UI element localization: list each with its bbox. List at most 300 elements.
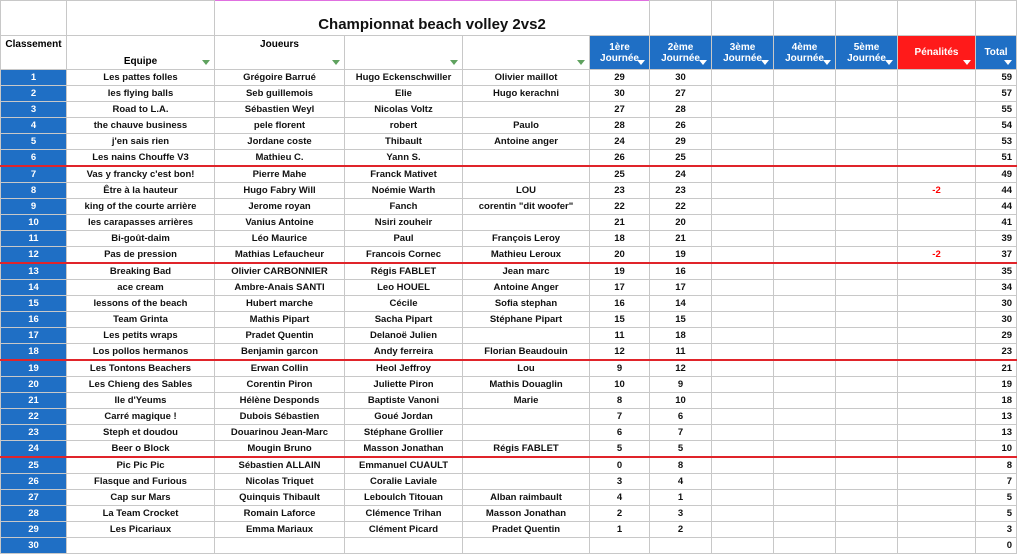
- filter-dropdown-icon[interactable]: [885, 60, 893, 65]
- rank-cell[interactable]: 29: [1, 522, 67, 538]
- total-cell[interactable]: 29: [976, 328, 1017, 344]
- day5-score-cell[interactable]: [836, 328, 898, 344]
- day3-score-cell[interactable]: [712, 70, 774, 86]
- team-cell[interactable]: j'en sais rien: [67, 134, 215, 150]
- filter-dropdown-icon[interactable]: [1004, 60, 1012, 65]
- rank-cell[interactable]: 13: [1, 263, 67, 280]
- player2-cell[interactable]: Noémie Warth: [345, 183, 463, 199]
- rank-cell[interactable]: 24: [1, 441, 67, 458]
- day2-score-cell[interactable]: 25: [650, 150, 712, 167]
- rank-cell[interactable]: 21: [1, 393, 67, 409]
- player2-cell[interactable]: Stéphane Grollier: [345, 425, 463, 441]
- day5-score-cell[interactable]: [836, 457, 898, 474]
- day3-score-cell[interactable]: [712, 199, 774, 215]
- team-cell[interactable]: Flasque and Furious: [67, 474, 215, 490]
- day3-score-cell[interactable]: [712, 474, 774, 490]
- day5-score-cell[interactable]: [836, 522, 898, 538]
- day5-score-cell[interactable]: [836, 102, 898, 118]
- day4-score-cell[interactable]: [774, 312, 836, 328]
- day2-score-cell[interactable]: 24: [650, 166, 712, 183]
- team-cell[interactable]: Beer o Block: [67, 441, 215, 458]
- day1-score-cell[interactable]: 26: [590, 150, 650, 167]
- player1-cell[interactable]: Hélène Desponds: [215, 393, 345, 409]
- day2-score-cell[interactable]: 14: [650, 296, 712, 312]
- team-cell[interactable]: Pic Pic Pic: [67, 457, 215, 474]
- day5-score-cell[interactable]: [836, 377, 898, 393]
- day4-score-cell[interactable]: [774, 344, 836, 361]
- rank-cell[interactable]: 27: [1, 490, 67, 506]
- day2-score-cell[interactable]: 8: [650, 457, 712, 474]
- rank-cell[interactable]: 1: [1, 70, 67, 86]
- player1-cell[interactable]: Mougin Bruno: [215, 441, 345, 458]
- total-cell[interactable]: 44: [976, 199, 1017, 215]
- player2-cell[interactable]: Régis FABLET: [345, 263, 463, 280]
- total-cell[interactable]: 13: [976, 425, 1017, 441]
- player2-cell[interactable]: Francois Cornec: [345, 247, 463, 264]
- day3-score-cell[interactable]: [712, 150, 774, 167]
- day3-score-cell[interactable]: [712, 377, 774, 393]
- player2-cell[interactable]: Paul: [345, 231, 463, 247]
- player3-cell[interactable]: Lou: [463, 360, 590, 377]
- day4-score-cell[interactable]: [774, 231, 836, 247]
- day3-score-cell[interactable]: [712, 102, 774, 118]
- cell[interactable]: [774, 1, 836, 36]
- day3-score-cell[interactable]: [712, 215, 774, 231]
- rank-cell[interactable]: 4: [1, 118, 67, 134]
- rank-cell[interactable]: 9: [1, 199, 67, 215]
- day4-score-cell[interactable]: [774, 166, 836, 183]
- player2-cell[interactable]: Thibault: [345, 134, 463, 150]
- day5-score-cell[interactable]: [836, 199, 898, 215]
- penalty-cell[interactable]: [898, 490, 976, 506]
- total-cell[interactable]: 23: [976, 344, 1017, 361]
- penalty-cell[interactable]: [898, 425, 976, 441]
- day3-score-cell[interactable]: [712, 247, 774, 264]
- team-cell[interactable]: Road to L.A.: [67, 102, 215, 118]
- player3-cell[interactable]: Masson Jonathan: [463, 506, 590, 522]
- day1-score-cell[interactable]: 29: [590, 70, 650, 86]
- day5-score-cell[interactable]: [836, 70, 898, 86]
- day3-score-cell[interactable]: [712, 296, 774, 312]
- day4-score-cell[interactable]: [774, 328, 836, 344]
- player3-cell[interactable]: [463, 425, 590, 441]
- day3-score-cell[interactable]: [712, 538, 774, 554]
- rank-cell[interactable]: 17: [1, 328, 67, 344]
- day4-score-cell[interactable]: [774, 296, 836, 312]
- player1-cell[interactable]: Grégoire Barrué: [215, 70, 345, 86]
- player1-cell[interactable]: Corentin Piron: [215, 377, 345, 393]
- penalty-cell[interactable]: [898, 150, 976, 167]
- day5-score-cell[interactable]: [836, 166, 898, 183]
- player2-cell[interactable]: Leboulch Titouan: [345, 490, 463, 506]
- penalty-cell[interactable]: [898, 506, 976, 522]
- team-cell[interactable]: Les petits wraps: [67, 328, 215, 344]
- player3-cell[interactable]: [463, 215, 590, 231]
- total-cell[interactable]: 8: [976, 457, 1017, 474]
- total-cell[interactable]: 37: [976, 247, 1017, 264]
- team-cell[interactable]: Carré magique !: [67, 409, 215, 425]
- player2-cell[interactable]: Hugo Eckenschwiller: [345, 70, 463, 86]
- player1-cell[interactable]: Olivier CARBONNIER: [215, 263, 345, 280]
- cell[interactable]: [67, 1, 215, 36]
- day3-score-cell[interactable]: [712, 506, 774, 522]
- day3-score-cell[interactable]: [712, 280, 774, 296]
- cell[interactable]: [650, 1, 712, 36]
- day5-score-cell[interactable]: [836, 150, 898, 167]
- total-cell[interactable]: 53: [976, 134, 1017, 150]
- team-cell[interactable]: Ile d'Yeums: [67, 393, 215, 409]
- player3-cell[interactable]: Antoine Anger: [463, 280, 590, 296]
- team-cell[interactable]: Les pattes folles: [67, 70, 215, 86]
- player3-cell[interactable]: Olivier maillot: [463, 70, 590, 86]
- penalty-cell[interactable]: [898, 102, 976, 118]
- day4-score-cell[interactable]: [774, 150, 836, 167]
- player3-cell[interactable]: Paulo: [463, 118, 590, 134]
- rank-cell[interactable]: 19: [1, 360, 67, 377]
- day2-score-cell[interactable]: 11: [650, 344, 712, 361]
- total-cell[interactable]: 18: [976, 393, 1017, 409]
- day5-score-cell[interactable]: [836, 280, 898, 296]
- team-cell[interactable]: Steph et doudou: [67, 425, 215, 441]
- player1-cell[interactable]: Emma Mariaux: [215, 522, 345, 538]
- day1-score-cell[interactable]: 12: [590, 344, 650, 361]
- day1-score-cell[interactable]: 24: [590, 134, 650, 150]
- player3-cell[interactable]: Marie: [463, 393, 590, 409]
- penalty-cell[interactable]: [898, 166, 976, 183]
- rank-cell[interactable]: 7: [1, 166, 67, 183]
- penalty-cell[interactable]: [898, 231, 976, 247]
- day2-score-cell[interactable]: 20: [650, 215, 712, 231]
- day1-score-cell[interactable]: 1: [590, 522, 650, 538]
- day2-score-cell[interactable]: 12: [650, 360, 712, 377]
- day1-score-cell[interactable]: 27: [590, 102, 650, 118]
- day2-score-cell[interactable]: 5: [650, 441, 712, 458]
- player3-cell[interactable]: Florian Beaudouin: [463, 344, 590, 361]
- day4-score-cell[interactable]: [774, 134, 836, 150]
- team-cell[interactable]: king of the courte arrière: [67, 199, 215, 215]
- penalty-cell[interactable]: [898, 328, 976, 344]
- player1-cell[interactable]: pele florent: [215, 118, 345, 134]
- day5-score-cell[interactable]: [836, 490, 898, 506]
- player3-cell[interactable]: LOU: [463, 183, 590, 199]
- player1-cell[interactable]: [215, 538, 345, 554]
- day2-score-cell[interactable]: 7: [650, 425, 712, 441]
- day3-score-cell[interactable]: [712, 86, 774, 102]
- day1-score-cell[interactable]: [590, 538, 650, 554]
- day5-score-cell[interactable]: [836, 134, 898, 150]
- filter-dropdown-icon[interactable]: [761, 60, 769, 65]
- rank-cell[interactable]: 12: [1, 247, 67, 264]
- player1-cell[interactable]: Douarinou Jean-Marc: [215, 425, 345, 441]
- day4-score-cell[interactable]: [774, 425, 836, 441]
- player2-cell[interactable]: Leo HOUEL: [345, 280, 463, 296]
- player1-cell[interactable]: Erwan Collin: [215, 360, 345, 377]
- total-cell[interactable]: 49: [976, 166, 1017, 183]
- player1-cell[interactable]: Vanius Antoine: [215, 215, 345, 231]
- day2-score-cell[interactable]: 1: [650, 490, 712, 506]
- team-cell[interactable]: lessons of the beach: [67, 296, 215, 312]
- day5-score-cell[interactable]: [836, 344, 898, 361]
- day1-score-cell[interactable]: 11: [590, 328, 650, 344]
- cell[interactable]: [712, 1, 774, 36]
- team-cell[interactable]: Les Chieng des Sables: [67, 377, 215, 393]
- penalty-cell[interactable]: -2: [898, 183, 976, 199]
- day1-score-cell[interactable]: 6: [590, 425, 650, 441]
- player3-cell[interactable]: [463, 102, 590, 118]
- day1-score-cell[interactable]: 3: [590, 474, 650, 490]
- penalty-cell[interactable]: [898, 457, 976, 474]
- day1-score-cell[interactable]: 23: [590, 183, 650, 199]
- day5-score-cell[interactable]: [836, 118, 898, 134]
- day1-score-cell[interactable]: 20: [590, 247, 650, 264]
- penalty-cell[interactable]: [898, 70, 976, 86]
- player2-cell[interactable]: Juliette Piron: [345, 377, 463, 393]
- day4-score-cell[interactable]: [774, 183, 836, 199]
- player2-cell[interactable]: Fanch: [345, 199, 463, 215]
- day1-score-cell[interactable]: 22: [590, 199, 650, 215]
- filter-dropdown-icon[interactable]: [332, 60, 340, 65]
- total-cell[interactable]: 21: [976, 360, 1017, 377]
- day1-score-cell[interactable]: 19: [590, 263, 650, 280]
- player1-cell[interactable]: Mathis Pipart: [215, 312, 345, 328]
- player2-cell[interactable]: Nsiri zouheir: [345, 215, 463, 231]
- day3-score-cell[interactable]: [712, 118, 774, 134]
- filter-dropdown-icon[interactable]: [699, 60, 707, 65]
- day2-score-cell[interactable]: 15: [650, 312, 712, 328]
- cell[interactable]: [976, 1, 1017, 36]
- day2-score-cell[interactable]: 2: [650, 522, 712, 538]
- player1-cell[interactable]: Quinquis Thibault: [215, 490, 345, 506]
- player3-cell[interactable]: François Leroy: [463, 231, 590, 247]
- day2-score-cell[interactable]: 16: [650, 263, 712, 280]
- player2-cell[interactable]: Clément Picard: [345, 522, 463, 538]
- day5-score-cell[interactable]: [836, 312, 898, 328]
- day4-score-cell[interactable]: [774, 441, 836, 458]
- rank-cell[interactable]: 25: [1, 457, 67, 474]
- player3-cell[interactable]: Jean marc: [463, 263, 590, 280]
- day5-score-cell[interactable]: [836, 296, 898, 312]
- rank-cell[interactable]: 14: [1, 280, 67, 296]
- penalty-cell[interactable]: [898, 344, 976, 361]
- day1-score-cell[interactable]: 10: [590, 377, 650, 393]
- total-cell[interactable]: 44: [976, 183, 1017, 199]
- day4-score-cell[interactable]: [774, 377, 836, 393]
- rank-cell[interactable]: 3: [1, 102, 67, 118]
- player1-cell[interactable]: Benjamin garcon: [215, 344, 345, 361]
- day2-score-cell[interactable]: 4: [650, 474, 712, 490]
- day3-score-cell[interactable]: [712, 490, 774, 506]
- day2-score-cell[interactable]: 19: [650, 247, 712, 264]
- day3-score-cell[interactable]: [712, 134, 774, 150]
- team-cell[interactable]: Les Picariaux: [67, 522, 215, 538]
- day3-score-cell[interactable]: [712, 344, 774, 361]
- player2-cell[interactable]: Elie: [345, 86, 463, 102]
- team-cell[interactable]: Breaking Bad: [67, 263, 215, 280]
- player1-cell[interactable]: Hubert marche: [215, 296, 345, 312]
- day2-score-cell[interactable]: 9: [650, 377, 712, 393]
- day4-score-cell[interactable]: [774, 490, 836, 506]
- total-cell[interactable]: 59: [976, 70, 1017, 86]
- cell[interactable]: [836, 1, 898, 36]
- day4-score-cell[interactable]: [774, 506, 836, 522]
- day5-score-cell[interactable]: [836, 538, 898, 554]
- team-cell[interactable]: Être à la hauteur: [67, 183, 215, 199]
- rank-cell[interactable]: 2: [1, 86, 67, 102]
- day3-score-cell[interactable]: [712, 166, 774, 183]
- day1-score-cell[interactable]: 4: [590, 490, 650, 506]
- penalty-cell[interactable]: [898, 118, 976, 134]
- day3-score-cell[interactable]: [712, 263, 774, 280]
- total-cell[interactable]: 57: [976, 86, 1017, 102]
- player2-cell[interactable]: Sacha Pipart: [345, 312, 463, 328]
- player3-cell[interactable]: Alban raimbault: [463, 490, 590, 506]
- total-cell[interactable]: 19: [976, 377, 1017, 393]
- player3-cell[interactable]: [463, 538, 590, 554]
- total-cell[interactable]: 39: [976, 231, 1017, 247]
- day3-score-cell[interactable]: [712, 328, 774, 344]
- player2-cell[interactable]: Cécile: [345, 296, 463, 312]
- day5-score-cell[interactable]: [836, 86, 898, 102]
- penalty-cell[interactable]: [898, 441, 976, 458]
- day1-score-cell[interactable]: 5: [590, 441, 650, 458]
- day4-score-cell[interactable]: [774, 102, 836, 118]
- rank-cell[interactable]: 26: [1, 474, 67, 490]
- day1-score-cell[interactable]: 18: [590, 231, 650, 247]
- penalty-cell[interactable]: [898, 263, 976, 280]
- player3-cell[interactable]: Régis FABLET: [463, 441, 590, 458]
- day2-score-cell[interactable]: 28: [650, 102, 712, 118]
- penalty-cell[interactable]: [898, 474, 976, 490]
- player2-cell[interactable]: Coralie Laviale: [345, 474, 463, 490]
- total-cell[interactable]: 54: [976, 118, 1017, 134]
- player2-cell[interactable]: Clémence Trihan: [345, 506, 463, 522]
- rank-cell[interactable]: 5: [1, 134, 67, 150]
- team-cell[interactable]: Pas de pression: [67, 247, 215, 264]
- day1-score-cell[interactable]: 21: [590, 215, 650, 231]
- day3-score-cell[interactable]: [712, 393, 774, 409]
- total-cell[interactable]: 30: [976, 312, 1017, 328]
- player3-cell[interactable]: Mathis Douaglin: [463, 377, 590, 393]
- day5-score-cell[interactable]: [836, 247, 898, 264]
- total-cell[interactable]: 41: [976, 215, 1017, 231]
- day5-score-cell[interactable]: [836, 506, 898, 522]
- day2-score-cell[interactable]: 21: [650, 231, 712, 247]
- day2-score-cell[interactable]: 27: [650, 86, 712, 102]
- penalty-cell[interactable]: [898, 280, 976, 296]
- total-cell[interactable]: 3: [976, 522, 1017, 538]
- day4-score-cell[interactable]: [774, 280, 836, 296]
- day2-score-cell[interactable]: 3: [650, 506, 712, 522]
- filter-dropdown-icon[interactable]: [450, 60, 458, 65]
- day4-score-cell[interactable]: [774, 86, 836, 102]
- rank-cell[interactable]: 18: [1, 344, 67, 361]
- penalty-cell[interactable]: [898, 409, 976, 425]
- player1-cell[interactable]: Ambre-Anais SANTI: [215, 280, 345, 296]
- day5-score-cell[interactable]: [836, 183, 898, 199]
- day2-score-cell[interactable]: 18: [650, 328, 712, 344]
- player1-cell[interactable]: Romain Laforce: [215, 506, 345, 522]
- total-cell[interactable]: 51: [976, 150, 1017, 167]
- day2-score-cell[interactable]: 10: [650, 393, 712, 409]
- team-cell[interactable]: Los pollos hermanos: [67, 344, 215, 361]
- day3-score-cell[interactable]: [712, 183, 774, 199]
- filter-dropdown-icon[interactable]: [637, 60, 645, 65]
- team-cell[interactable]: Les nains Chouffe V3: [67, 150, 215, 167]
- player1-cell[interactable]: Hugo Fabry Will: [215, 183, 345, 199]
- rank-cell[interactable]: 28: [1, 506, 67, 522]
- day4-score-cell[interactable]: [774, 215, 836, 231]
- rank-cell[interactable]: 30: [1, 538, 67, 554]
- player1-cell[interactable]: Pradet Quentin: [215, 328, 345, 344]
- player1-cell[interactable]: Sébastien Weyl: [215, 102, 345, 118]
- player2-cell[interactable]: robert: [345, 118, 463, 134]
- rank-cell[interactable]: 15: [1, 296, 67, 312]
- player1-cell[interactable]: Dubois Sébastien: [215, 409, 345, 425]
- total-cell[interactable]: 55: [976, 102, 1017, 118]
- team-cell[interactable]: Team Grinta: [67, 312, 215, 328]
- player1-cell[interactable]: Jerome royan: [215, 199, 345, 215]
- day1-score-cell[interactable]: 8: [590, 393, 650, 409]
- player3-cell[interactable]: Antoine anger: [463, 134, 590, 150]
- player2-cell[interactable]: Delanoë Julien: [345, 328, 463, 344]
- team-cell[interactable]: Bi-goût-daim: [67, 231, 215, 247]
- day1-score-cell[interactable]: 15: [590, 312, 650, 328]
- day2-score-cell[interactable]: 22: [650, 199, 712, 215]
- rank-cell[interactable]: 6: [1, 150, 67, 167]
- day3-score-cell[interactable]: [712, 312, 774, 328]
- penalty-cell[interactable]: [898, 215, 976, 231]
- filter-dropdown-icon[interactable]: [577, 60, 585, 65]
- day5-score-cell[interactable]: [836, 231, 898, 247]
- team-cell[interactable]: les flying balls: [67, 86, 215, 102]
- day3-score-cell[interactable]: [712, 441, 774, 458]
- player2-cell[interactable]: Goué Jordan: [345, 409, 463, 425]
- day2-score-cell[interactable]: 26: [650, 118, 712, 134]
- team-cell[interactable]: Vas y francky c'est bon!: [67, 166, 215, 183]
- total-cell[interactable]: 7: [976, 474, 1017, 490]
- team-cell[interactable]: La Team Crocket: [67, 506, 215, 522]
- day2-score-cell[interactable]: 29: [650, 134, 712, 150]
- player3-cell[interactable]: [463, 474, 590, 490]
- team-cell[interactable]: [67, 538, 215, 554]
- day4-score-cell[interactable]: [774, 263, 836, 280]
- day2-score-cell[interactable]: 23: [650, 183, 712, 199]
- day1-score-cell[interactable]: 9: [590, 360, 650, 377]
- day2-score-cell[interactable]: 30: [650, 70, 712, 86]
- day2-score-cell[interactable]: 17: [650, 280, 712, 296]
- penalty-cell[interactable]: [898, 86, 976, 102]
- cell[interactable]: [1, 1, 67, 36]
- filter-dropdown-icon[interactable]: [823, 60, 831, 65]
- player1-cell[interactable]: Mathias Lefaucheur: [215, 247, 345, 264]
- total-cell[interactable]: 34: [976, 280, 1017, 296]
- total-cell[interactable]: 30: [976, 296, 1017, 312]
- day4-score-cell[interactable]: [774, 199, 836, 215]
- cell[interactable]: [898, 1, 976, 36]
- rank-cell[interactable]: 11: [1, 231, 67, 247]
- day3-score-cell[interactable]: [712, 425, 774, 441]
- day4-score-cell[interactable]: [774, 457, 836, 474]
- player3-cell[interactable]: [463, 328, 590, 344]
- player1-cell[interactable]: Seb guillemois: [215, 86, 345, 102]
- player2-cell[interactable]: Franck Mativet: [345, 166, 463, 183]
- player1-cell[interactable]: Sébastien ALLAIN: [215, 457, 345, 474]
- day3-score-cell[interactable]: [712, 360, 774, 377]
- team-cell[interactable]: Les Tontons Beachers: [67, 360, 215, 377]
- day1-score-cell[interactable]: 2: [590, 506, 650, 522]
- player2-cell[interactable]: Heol Jeffroy: [345, 360, 463, 377]
- player2-cell[interactable]: Andy ferreira: [345, 344, 463, 361]
